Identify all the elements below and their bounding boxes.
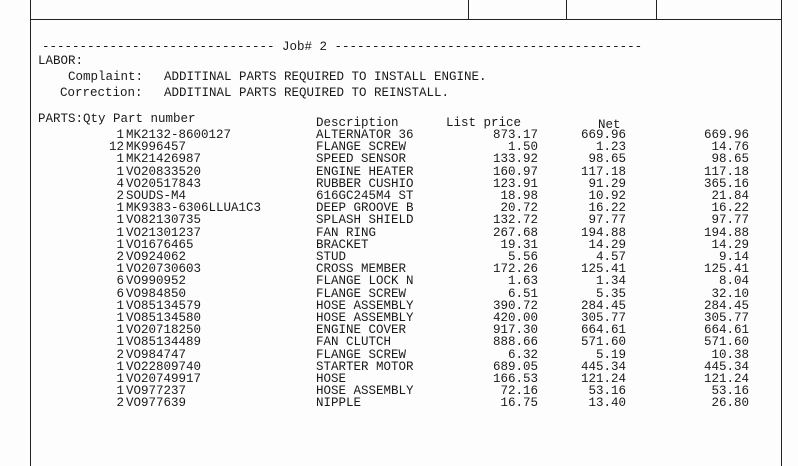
parts-row-description: FAN CLUTCH: [316, 335, 392, 350]
parts-row-total: 125.41: [703, 262, 749, 277]
parts-row-total: 9.14: [718, 250, 749, 264]
parts-row-list-price: 160.97: [492, 164, 538, 179]
parts-row-description: HOSE: [316, 372, 347, 386]
parts-row-description: FLANGE SCREW: [316, 347, 407, 362]
parts-row-net: 125.41: [580, 262, 626, 277]
parts-row-net: 305.77: [580, 311, 626, 325]
parts-row-net: 16.22: [588, 201, 626, 216]
parts-row-qty: 6: [116, 274, 124, 289]
parts-row-part-number: VO85134579: [126, 298, 202, 313]
job-header: ------------------------------- Job# 2 -----------------------------------------: [42, 40, 643, 54]
parts-row-qty: 1: [116, 213, 124, 228]
parts-row-net: 53.16: [588, 384, 626, 399]
parts-row-qty: 1: [116, 372, 124, 386]
parts-row-total: 97.77: [711, 213, 749, 228]
parts-row-list-price: 6.32: [507, 347, 538, 362]
parts-row-qty: 1: [116, 359, 124, 374]
parts-row-net: 98.65: [588, 152, 626, 167]
parts-row-list-price: 267.68: [492, 225, 538, 240]
parts-row-net: 13.40: [588, 396, 626, 411]
parts-row-description: SPEED SENSOR: [316, 152, 407, 167]
parts-row-net: 5.19: [595, 347, 626, 362]
parts-row-part-number: VO924062: [126, 250, 187, 264]
parts-row-list-price: 888.66: [492, 335, 538, 350]
parts-row-qty: 1: [116, 323, 124, 338]
parts-row-list-price: 689.05: [492, 359, 538, 374]
parts-row-part-number: VO21301237: [126, 225, 202, 240]
parts-row-part-number: MK21426987: [126, 152, 202, 167]
parts-row-description: CROSS MEMBER: [316, 262, 407, 277]
parts-row-total: 365.16: [703, 176, 749, 191]
parts-row-net: 284.45: [580, 298, 626, 313]
parts-header-description: Description: [316, 116, 399, 130]
parts-row-qty: 1: [116, 335, 124, 350]
parts-row-net: 669.96: [580, 128, 626, 142]
parts-row-description: ENGINE HEATER: [316, 164, 414, 179]
parts-header-net: Net: [598, 118, 621, 132]
parts-row-list-price: 1.50: [507, 140, 538, 155]
parts-row-qty: 2: [116, 250, 124, 264]
correction-text: ADDITINAL PARTS REQUIRED TO REINSTALL.: [164, 86, 450, 100]
parts-row-qty: 1: [116, 201, 124, 216]
top-table-frame: [30, 0, 782, 20]
parts-row-part-number: VO20517843: [126, 176, 202, 191]
parts-row-total: 117.18: [703, 164, 749, 179]
parts-row-part-number: SOUDS-M4: [126, 189, 187, 203]
parts-row-part-number: MK2132-8600127: [126, 128, 232, 142]
parts-row-part-number: VO82130735: [126, 213, 202, 228]
parts-row-net: 117.18: [580, 164, 626, 179]
parts-row-total: 8.04: [718, 274, 749, 289]
parts-row-description: FLANGE SCREW: [316, 140, 407, 155]
parts-row-description: BRACKET: [316, 237, 369, 252]
parts-row-qty: 1: [116, 152, 124, 167]
parts-row-part-number: VO1676465: [126, 237, 194, 252]
parts-row-total: 53.16: [711, 384, 749, 399]
parts-row-list-price: 166.53: [492, 372, 538, 386]
page-border-right: [781, 0, 782, 466]
parts-row-description: NIPPLE: [316, 396, 362, 411]
parts-row-net: 445.34: [580, 359, 626, 374]
parts-row-part-number: VO990952: [126, 274, 187, 289]
parts-row-total: 98.65: [711, 152, 749, 167]
parts-row-net: 121.24: [580, 372, 626, 386]
parts-row-part-number: VO977237: [126, 384, 187, 399]
parts-row-part-number: VO984747: [126, 347, 187, 362]
parts-row-total: 26.80: [711, 396, 749, 411]
parts-row-part-number: VO85134580: [126, 311, 202, 325]
parts-row-description: HOSE ASSEMBLY: [316, 298, 414, 313]
labor-label: LABOR:: [38, 54, 84, 68]
parts-row-qty: 1: [116, 128, 124, 142]
parts-row-net: 571.60: [580, 335, 626, 350]
parts-row-list-price: 19.31: [500, 237, 538, 252]
parts-row-part-number: VO20749917: [126, 372, 202, 386]
parts-row-net: 194.88: [580, 225, 626, 240]
parts-row-list-price: 420.00: [492, 311, 538, 325]
parts-row-part-number: VO22809740: [126, 359, 202, 374]
parts-row-total: 445.34: [703, 359, 749, 374]
parts-row-list-price: 873.17: [492, 128, 538, 142]
parts-row-qty: 1: [116, 237, 124, 252]
parts-row-total: 121.24: [703, 372, 749, 386]
parts-row-description: DEEP GROOVE B: [316, 201, 414, 216]
parts-row-net: 5.35: [595, 286, 626, 301]
parts-row-qty: 4: [116, 176, 124, 191]
parts-row-total: 194.88: [703, 225, 749, 240]
parts-row-qty: 1: [116, 298, 124, 313]
parts-row-description: 616GC245M4 ST: [316, 189, 414, 203]
parts-row-list-price: 16.75: [500, 396, 538, 411]
parts-row-qty: 1: [116, 311, 124, 325]
parts-row-list-price: 5.56: [507, 250, 538, 264]
parts-row-qty: 2: [116, 189, 124, 203]
top-table-divider-3: [656, 0, 657, 20]
parts-row-qty: 1: [116, 164, 124, 179]
parts-row-part-number: MK9383-6306LLUA1C3: [126, 201, 262, 216]
parts-row-net: 1.23: [595, 140, 626, 155]
parts-row-total: 571.60: [703, 335, 749, 350]
parts-row-description: STUD: [316, 250, 347, 264]
parts-row-total: 14.76: [711, 140, 749, 155]
correction-label: Correction:: [60, 86, 143, 100]
parts-row-total: 14.29: [711, 237, 749, 252]
parts-row-total: 10.38: [711, 347, 749, 362]
parts-row-total: 16.22: [711, 201, 749, 216]
parts-row-description: ALTERNATOR 36: [316, 128, 414, 142]
parts-row-total: 284.45: [703, 298, 749, 313]
parts-row-net: 664.61: [580, 323, 626, 338]
parts-row-total: 664.61: [703, 323, 749, 338]
parts-row-list-price: 172.26: [492, 262, 538, 277]
parts-row-list-price: 1.63: [507, 274, 538, 289]
parts-row-list-price: 133.92: [492, 152, 538, 167]
parts-row-net: 1.34: [595, 274, 626, 289]
parts-row-list-price: 6.51: [507, 286, 538, 301]
parts-row-list-price: 917.30: [492, 323, 538, 338]
parts-row-qty: 1: [116, 384, 124, 399]
parts-row-description: ENGINE COVER: [316, 323, 407, 338]
parts-row-part-number: MK996457: [126, 140, 187, 155]
parts-row-net: 97.77: [588, 213, 626, 228]
parts-row-description: HOSE ASSEMBLY: [316, 384, 414, 399]
parts-row-list-price: 72.16: [500, 384, 538, 399]
parts-row-description: STARTER MOTOR: [316, 359, 414, 374]
parts-row-description: FAN RING: [316, 225, 377, 240]
parts-row-qty: 6: [116, 286, 124, 301]
top-table-divider-1: [468, 0, 469, 20]
parts-row-part-number: VO977639: [126, 396, 187, 411]
parts-header-list-price: List price: [446, 116, 522, 130]
parts-row-net: 91.29: [588, 176, 626, 191]
parts-row-qty: 2: [116, 347, 124, 362]
parts-row-part-number: VO20718250: [126, 323, 202, 338]
parts-row-total: 305.77: [703, 311, 749, 325]
top-table-divider-2: [566, 0, 567, 20]
parts-row-net: 10.92: [588, 189, 626, 203]
parts-row-list-price: 18.98: [500, 189, 538, 203]
parts-row-list-price: 123.91: [492, 176, 538, 191]
parts-row-part-number: VO984850: [126, 286, 187, 301]
parts-row-description: FLANGE SCREW: [316, 286, 407, 301]
parts-row-total: 32.10: [711, 286, 749, 301]
parts-row-qty: 2: [116, 396, 124, 411]
parts-row-list-price: 132.72: [492, 213, 538, 228]
parts-row-description: SPLASH SHIELD: [316, 213, 414, 228]
top-table-bottom-rule: [30, 19, 782, 20]
page-border-left: [30, 0, 31, 466]
parts-row-qty: 12: [108, 140, 124, 155]
parts-row-qty: 1: [116, 262, 124, 277]
parts-row-net: 14.29: [588, 237, 626, 252]
complaint-text: ADDITINAL PARTS REQUIRED TO INSTALL ENGINE.: [164, 70, 487, 84]
parts-row-part-number: VO20730603: [126, 262, 202, 277]
parts-row-total: 21.84: [711, 189, 749, 203]
parts-row-net: 4.57: [595, 250, 626, 264]
parts-row-total: 669.96: [703, 128, 749, 142]
parts-row-description: RUBBER CUSHIO: [316, 176, 414, 191]
parts-row-list-price: 20.72: [500, 201, 538, 216]
parts-row-list-price: 390.72: [492, 298, 538, 313]
parts-row-qty: 1: [116, 225, 124, 240]
parts-row-part-number: VO20833520: [126, 164, 202, 179]
parts-header-label: PARTS:Qty Part number: [38, 112, 196, 126]
parts-row-description: HOSE ASSEMBLY: [316, 311, 414, 325]
complaint-label: Complaint:: [68, 70, 144, 84]
parts-row-part-number: VO85134489: [126, 335, 202, 350]
parts-row-description: FLANGE LOCK N: [316, 274, 414, 289]
